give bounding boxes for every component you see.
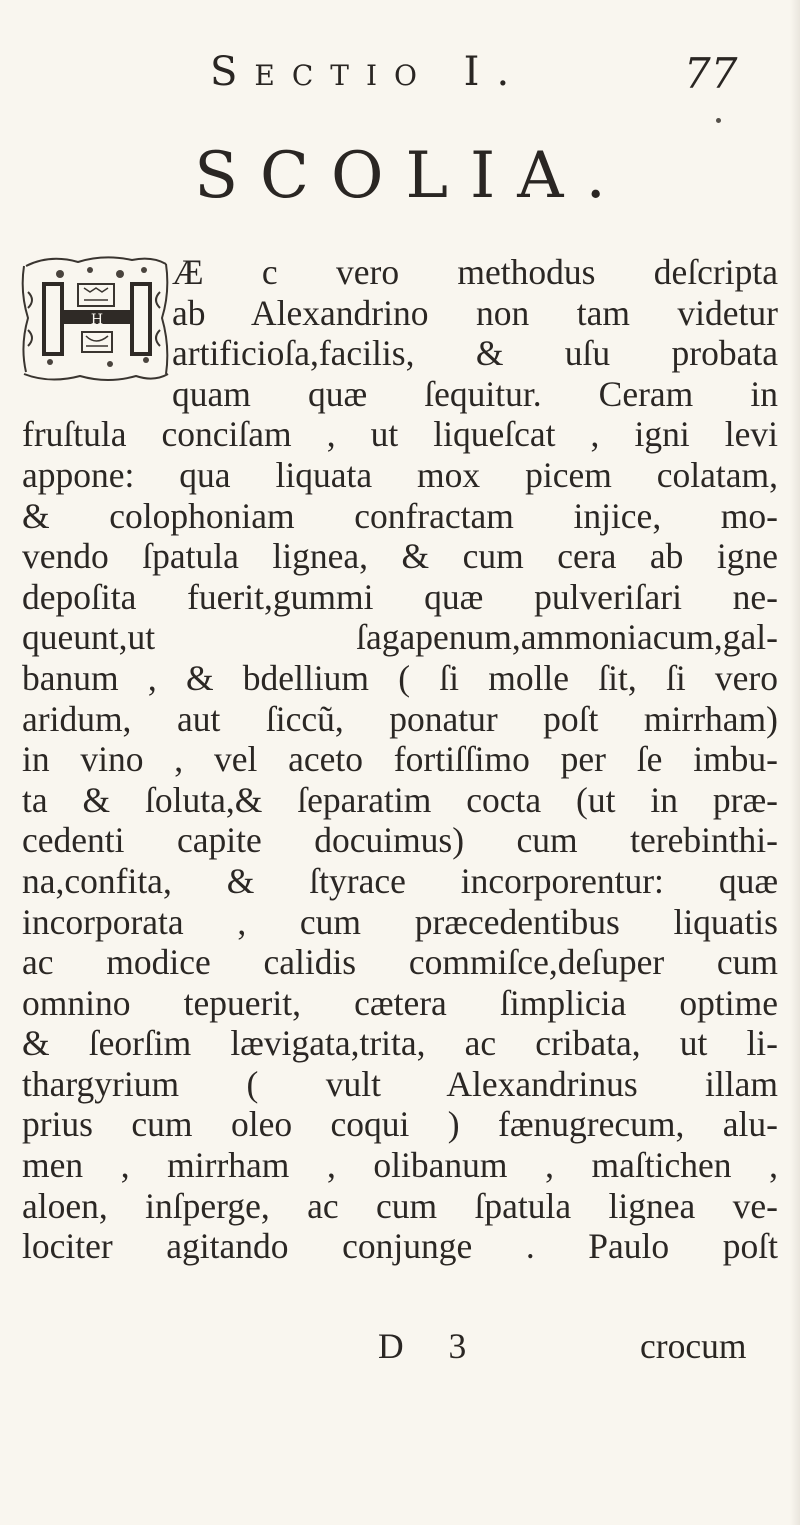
text-line: quam quæ ſequitur. Ceram in: [172, 373, 778, 414]
text-line: thargyrium ( vult Alexandrinus illam: [22, 1063, 778, 1104]
page-number: 77: [684, 49, 738, 98]
text-line: aridum, aut ſiccũ, ponatur poſt mirrham): [22, 698, 778, 739]
text-line: ab Alexandrino non tam videtur: [172, 292, 778, 333]
text-line: incorporata , cum præcedentibus liquatis: [22, 901, 778, 942]
text-line: men , mirrham , olibanum , maſtichen ,: [22, 1145, 778, 1186]
running-head: [0, 42, 800, 102]
text-line: queunt,ut ſagapenum,ammoniacum,gal-: [22, 617, 778, 658]
signature-mark: D 3: [378, 1326, 485, 1366]
text-line: fruſtula conciſam , ut liqueſcat , igni levi: [22, 414, 778, 455]
text-line: lociter agitando conjunge . Paulo poſt: [22, 1226, 778, 1267]
section-title: Sectio I.: [210, 49, 527, 95]
text-line: vendo ſpatula lignea, & cum cera ab igne: [22, 536, 778, 577]
catchword: crocum: [640, 1326, 747, 1366]
text-line: & colophoniam confractam injice, mo-: [22, 495, 778, 536]
text-line: ac modice calidis commiſce,deſuper cum: [22, 942, 778, 983]
text-line: appone: qua liquata mox picem colatam,: [22, 454, 778, 495]
text-line: cedenti capite docuimus) cum terebinthi-: [22, 820, 778, 861]
text-line: banum , & bdellium ( ſi molle ſit, ſi vero: [22, 657, 778, 698]
text-line: in vino , vel aceto fortiſſimo per ſe imbu-: [22, 739, 778, 780]
body-text: [22, 252, 778, 1267]
text-line: artificioſa,facilis, & uſu probata: [172, 333, 778, 374]
text-line: ta & ſoluta,& ſeparatim cocta (ut in præ-: [22, 779, 778, 820]
text-line: Æ c vero methodus deſcripta: [172, 252, 778, 292]
text-line: na,confita, & ſtyrace incorporentur: quæ: [22, 860, 778, 901]
text-line: aloen, inſperge, ac cum ſpatula lignea ve-: [22, 1185, 778, 1226]
text-line: omnino tepuerit, cætera ſimplicia optime: [22, 982, 778, 1023]
ink-speck: [716, 118, 721, 123]
text-line: prius cum oleo coqui ) fænugrecum, alu-: [22, 1104, 778, 1145]
page-edge-shadow: [790, 0, 800, 1525]
initial-letter: H: [90, 312, 104, 328]
page-footer: [0, 1324, 800, 1368]
text-line: & ſeorſim lævigata,trita, ac cribata, ut li-: [22, 1023, 778, 1064]
chapter-heading: SCOLIA.: [194, 139, 628, 213]
text-line: depoſita fuerit,gummi quæ pulveriſari ne-: [22, 576, 778, 617]
